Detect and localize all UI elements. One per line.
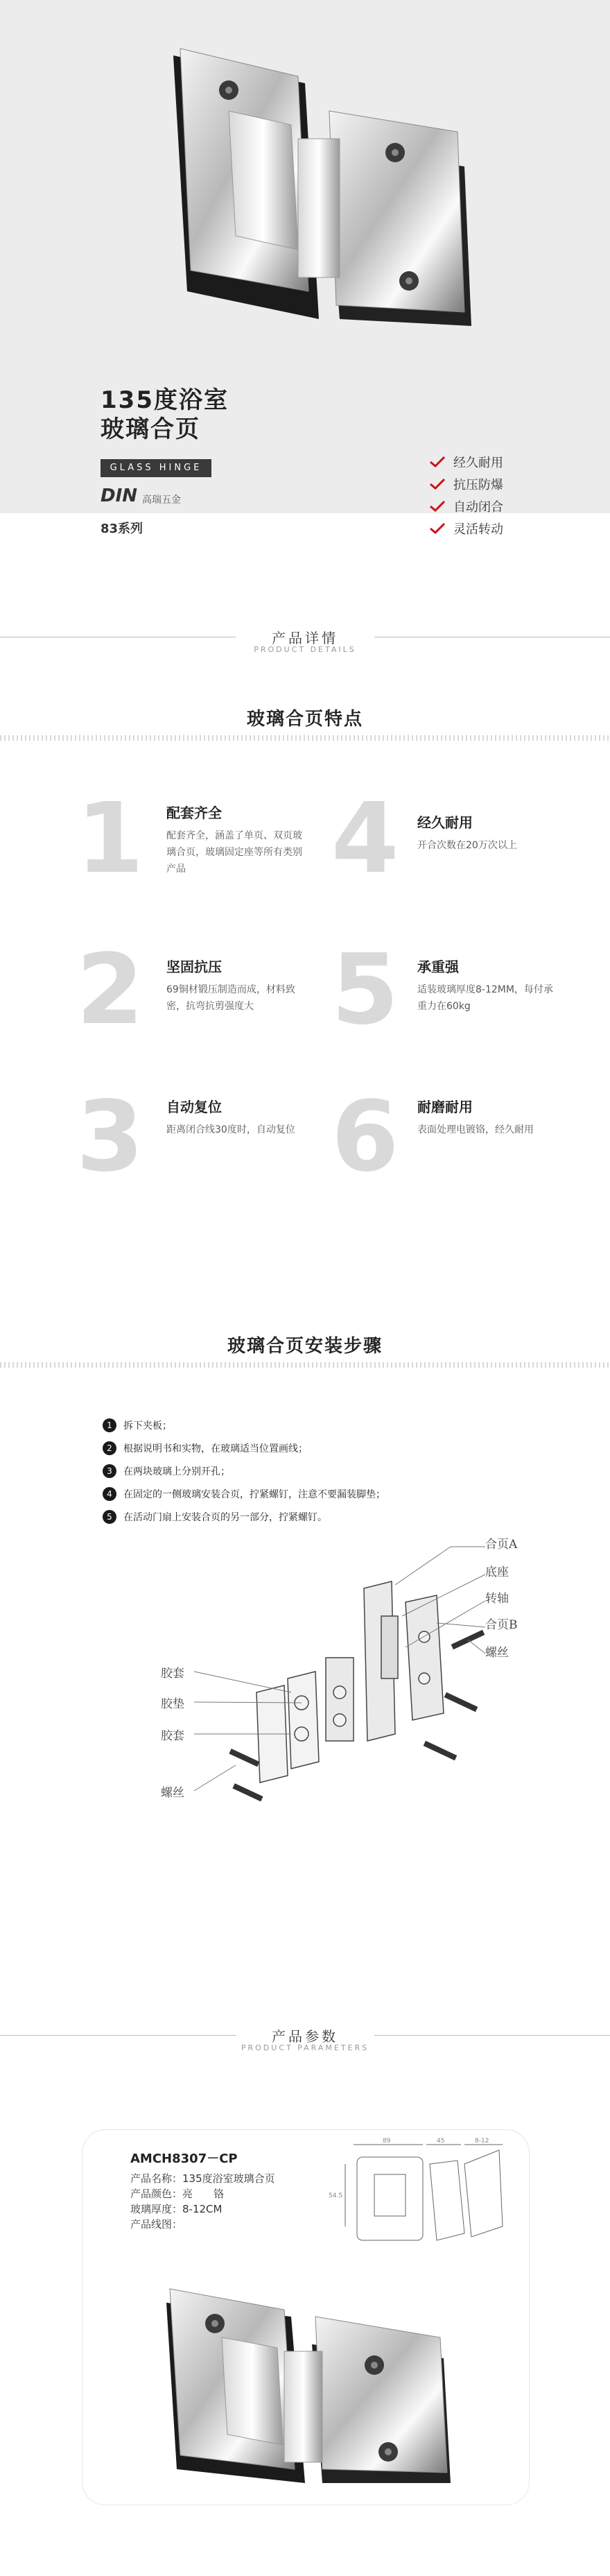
feature-block	[76, 782, 144, 895]
feature-name: 配套齐全	[166, 805, 222, 821]
step-text: 根据说明书和实物，在玻璃适当位置画线；	[123, 1443, 308, 1454]
param-line	[130, 2201, 275, 2217]
dashed-divider	[0, 1362, 610, 1368]
section-title: 产品参数	[272, 2028, 338, 2045]
feature-desc: 配套齐全，涵盖了单页、双页玻璃合页，玻璃固定座等所有类别产品	[166, 830, 302, 875]
install-step	[103, 1459, 385, 1482]
step-text: 在固定的一侧玻璃安装合页，拧紧螺钉，注意不要漏装脚垫；	[123, 1488, 385, 1500]
param-key: 产品颜色：	[130, 2188, 183, 2200]
hero-feature-item	[430, 517, 503, 540]
feature-number: 2	[76, 934, 144, 1047]
feature-text	[166, 956, 305, 1015]
feature-desc: 适装玻璃厚度8-12MM，每付承重力在60kg	[417, 984, 553, 1012]
param-key: 玻璃厚度：	[130, 2203, 183, 2215]
feature-text	[417, 812, 556, 854]
feature-name: 耐磨耐用	[417, 1099, 473, 1115]
section-subtitle: PRODUCT DETAILS	[254, 645, 356, 654]
step-text: 拆下夹板；	[123, 1420, 172, 1432]
feature-number: 5	[331, 934, 399, 1047]
diagram-label: 合页A	[485, 1538, 518, 1552]
hero-feature-item	[430, 473, 503, 495]
section-title: 产品详情	[272, 630, 338, 646]
features-title: 玻璃合页特点	[246, 709, 363, 730]
hero-title-line1: 135度浴室	[101, 386, 229, 414]
hero-feature-list	[430, 451, 503, 540]
diagram-label: 合页B	[485, 1618, 518, 1632]
hero-feature-label: 自动闭合	[453, 500, 503, 515]
param-value: 8-12CM	[182, 2203, 223, 2215]
feature-desc: 距离闭合线30度时，自动复位	[166, 1124, 295, 1135]
param-key: 产品线图：	[130, 2218, 183, 2231]
hero-feature-item	[430, 495, 503, 517]
install-steps	[103, 1414, 385, 1528]
install-step	[103, 1482, 385, 1505]
param-list	[130, 2171, 275, 2232]
feature-text	[417, 1096, 556, 1138]
feature-name: 承重强	[417, 959, 459, 975]
diagram-label: 胶套	[161, 1667, 184, 1681]
exploded-diagram	[152, 1526, 513, 1845]
brand-subtitle: 高瑞五金	[142, 495, 181, 506]
feature-desc: 开合次数在20万次以上	[417, 840, 517, 851]
feature-block	[331, 934, 399, 1047]
diagram-label: 胶套	[161, 1729, 184, 1743]
diagram-label: 胶垫	[161, 1697, 184, 1711]
feature-name: 坚固抗压	[166, 959, 222, 975]
checkmark-icon	[430, 501, 445, 512]
param-line	[130, 2171, 275, 2186]
feature-name: 经久耐用	[417, 814, 473, 831]
dim-label: 45	[437, 2138, 445, 2145]
step-number-icon: 2	[103, 1441, 116, 1455]
diagram-label: 底座	[485, 1565, 509, 1579]
feature-text	[417, 956, 556, 1015]
feature-name: 自动复位	[166, 1099, 222, 1115]
step-number-icon: 4	[103, 1487, 116, 1501]
param-value: 135度浴室玻璃合页	[182, 2172, 275, 2185]
feature-number: 6	[331, 1081, 399, 1194]
feature-text	[166, 802, 305, 877]
install-title: 玻璃合页安装步骤	[227, 1336, 383, 1357]
dim-label: 89	[383, 2138, 391, 2145]
series-label: 83系列	[101, 522, 143, 536]
model-number: AMCH8307－CP	[130, 2152, 238, 2166]
section-header-params	[0, 2023, 610, 2064]
line-drawing	[326, 2136, 513, 2254]
install-step	[103, 1505, 385, 1528]
hero-feature-item	[430, 451, 503, 473]
param-value: 亮 铬	[182, 2188, 225, 2200]
section-subtitle: PRODUCT PARAMETERS	[241, 2043, 369, 2052]
checkmark-icon	[430, 523, 445, 534]
feature-number: 1	[76, 782, 144, 895]
step-text: 在活动门扇上安装合页的另一部分，拧紧螺钉。	[123, 1511, 327, 1523]
hero-title-line2: 玻璃合页	[101, 415, 200, 443]
step-number-icon: 5	[103, 1510, 116, 1524]
dim-label: 8-12	[475, 2138, 489, 2145]
dashed-divider	[0, 735, 610, 741]
feature-number: 4	[331, 782, 399, 895]
feature-text	[166, 1096, 305, 1138]
param-line	[130, 2186, 275, 2201]
install-step	[103, 1414, 385, 1436]
feature-desc: 表面处理电镀铬，经久耐用	[417, 1124, 534, 1135]
en-label-bar: GLASS HINGE	[101, 459, 211, 477]
feature-desc: 69铜材锻压制造而成，材料致密，抗弯抗剪强度大	[166, 984, 295, 1012]
feature-number: 3	[76, 1081, 144, 1194]
hero-feature-label: 经久耐用	[453, 456, 503, 470]
diagram-label: 螺丝	[161, 1786, 184, 1800]
dim-label: 54.5	[329, 2192, 343, 2199]
diagram-label: 螺丝	[485, 1646, 509, 1660]
diagram-label: 转轴	[485, 1592, 509, 1606]
param-key: 产品名称：	[130, 2172, 183, 2185]
hero-title	[101, 386, 229, 444]
param-line	[130, 2217, 275, 2232]
hero-feature-label: 抗压防爆	[453, 478, 503, 492]
step-number-icon: 1	[103, 1418, 116, 1432]
step-text: 在两块玻璃上分别开孔；	[123, 1466, 230, 1477]
hinge-product-image	[146, 2261, 464, 2490]
hero-feature-label: 灵活转动	[453, 522, 503, 537]
install-step	[103, 1436, 385, 1459]
hinge-hero-image	[159, 42, 478, 361]
feature-block	[331, 1081, 399, 1194]
section-header-details	[0, 624, 610, 666]
checkmark-icon	[430, 456, 445, 467]
step-number-icon: 3	[103, 1464, 116, 1478]
checkmark-icon	[430, 479, 445, 490]
brand-logo: DIN	[101, 486, 138, 506]
feature-block	[76, 1081, 144, 1194]
feature-block	[76, 934, 144, 1047]
feature-block	[331, 782, 399, 895]
